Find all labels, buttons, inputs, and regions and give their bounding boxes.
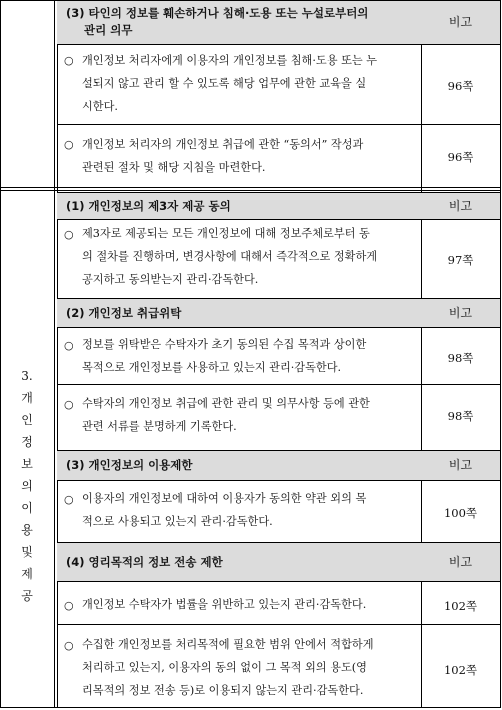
bullet-icon: ○ — [64, 398, 74, 411]
item-line: 이용자의 개인정보에 대하여 이용자가 동의한 약관 외의 목 — [82, 492, 367, 505]
item-line: 개인정보 수탁자가 법률을 위반하고 있는지 관리·감독한다. — [82, 598, 367, 611]
list-item — [82, 333, 418, 379]
list-item — [82, 133, 418, 179]
row-divider — [57, 624, 500, 625]
bullet-icon: ○ — [64, 228, 74, 241]
item-line: 설되지 않고 관리 할 수 있도록 해당 업무에 관한 교육을 실 — [82, 77, 367, 90]
list-item — [82, 222, 418, 291]
note-header: 비고 — [448, 306, 473, 320]
item-line: 개인정보 처리자의 개인정보 취급에 관한 “동의서” 작성과 — [82, 138, 364, 151]
note-header: 비고 — [448, 555, 473, 569]
page-reference: 102쪽 — [443, 599, 478, 613]
section-char: 의 — [21, 479, 33, 493]
bullet-icon: ○ — [64, 639, 74, 652]
item-line: 수집한 개인정보를 처리목적에 필요한 범위 안에서 적합하게 — [82, 638, 374, 651]
left-col-divider — [54, 0, 55, 708]
row-divider — [57, 384, 500, 385]
item-line: 관련 서류를 분명하게 기록한다. — [82, 420, 237, 433]
section-char: 및 — [21, 545, 33, 559]
item-line: 시한다. — [82, 100, 118, 113]
item-line: 수탁자의 개인정보 취급에 관한 관리 및 의무사항 등에 관한 — [82, 397, 370, 410]
list-item — [82, 49, 418, 118]
section-char: 개 — [21, 391, 33, 405]
left-col-divider-inner — [57, 0, 58, 708]
section-title — [0, 365, 54, 607]
right-border — [500, 0, 501, 708]
page-reference: 96쪽 — [447, 79, 474, 93]
section-char: 공 — [21, 589, 33, 603]
page-reference: 98쪽 — [447, 409, 474, 423]
item-line: 공지하고 동의받는지 관리·감독한다. — [82, 273, 259, 286]
item-line: 관련된 절차 및 해당 지침을 마련한다. — [82, 161, 266, 174]
section-number: 3. — [21, 369, 33, 383]
page-reference: 98쪽 — [447, 351, 474, 365]
section-char: 보 — [21, 457, 33, 471]
row-divider — [57, 124, 500, 125]
page-reference: 97쪽 — [447, 253, 474, 267]
item-line: 적으로 사용되고 있는지 관리·감독한다. — [82, 515, 273, 528]
bullet-icon: ○ — [64, 138, 74, 151]
section-char: 용 — [21, 523, 33, 537]
item-line: 처리하고 있는지, 이용자의 동의 없이 그 목적 외의 용도(영 — [82, 661, 367, 674]
block-header-title-line2: 관리 의무 — [84, 23, 133, 37]
section-char: 정 — [21, 435, 33, 449]
item-line: 개인정보 처리자에게 이용자의 개인정보를 침해·도용 또는 누 — [82, 54, 378, 67]
item-line: 의 절차를 진행하며, 변경사항에 대해서 즉각적으로 정확하게 — [82, 250, 378, 263]
section-char: 이 — [21, 501, 33, 515]
block-header-title: (4) 영리목적의 정보 전송 제한 — [66, 555, 223, 569]
item-line: 제3자로 제공되는 모든 개인정보에 대해 정보주체로부터 동 — [82, 227, 370, 240]
note-header: 비고 — [448, 458, 473, 472]
section-separator — [0, 187, 501, 191]
block-header-title: (3) 타인의 정보를 훼손하거나 침해·도용 또는 누설로부터의 — [66, 6, 369, 20]
list-item — [82, 392, 418, 438]
section-char: 제 — [21, 567, 33, 581]
list-item — [82, 633, 418, 702]
item-line: 리목적의 정보 전송 등)로 이용되지 않는지 관리·감독한다. — [82, 684, 364, 697]
page-reference: 102쪽 — [443, 663, 478, 677]
bullet-icon: ○ — [64, 339, 74, 352]
item-line: 목적으로 개인정보를 사용하고 있는지 관리·감독한다. — [82, 361, 342, 374]
block-header-title: (2) 개인정보 취급위탁 — [66, 306, 182, 320]
note-header: 비고 — [448, 199, 473, 213]
bullet-icon: ○ — [64, 54, 74, 67]
item-line: 정보를 위탁받은 수탁자가 초기 동의된 수집 목적과 상이한 — [82, 338, 367, 351]
bullet-icon: ○ — [64, 493, 74, 506]
page-reference: 96쪽 — [447, 150, 474, 164]
list-item — [82, 593, 418, 616]
section-char: 인 — [21, 413, 33, 427]
bullet-icon: ○ — [64, 599, 74, 612]
page-reference: 100쪽 — [443, 506, 478, 520]
note-header: 비고 — [448, 15, 473, 29]
list-item — [82, 487, 418, 533]
block-header-title: (1) 개인정보의 제3자 제공 동의 — [66, 199, 231, 213]
block-header-title: (3) 개인정보의 이용제한 — [66, 458, 193, 472]
